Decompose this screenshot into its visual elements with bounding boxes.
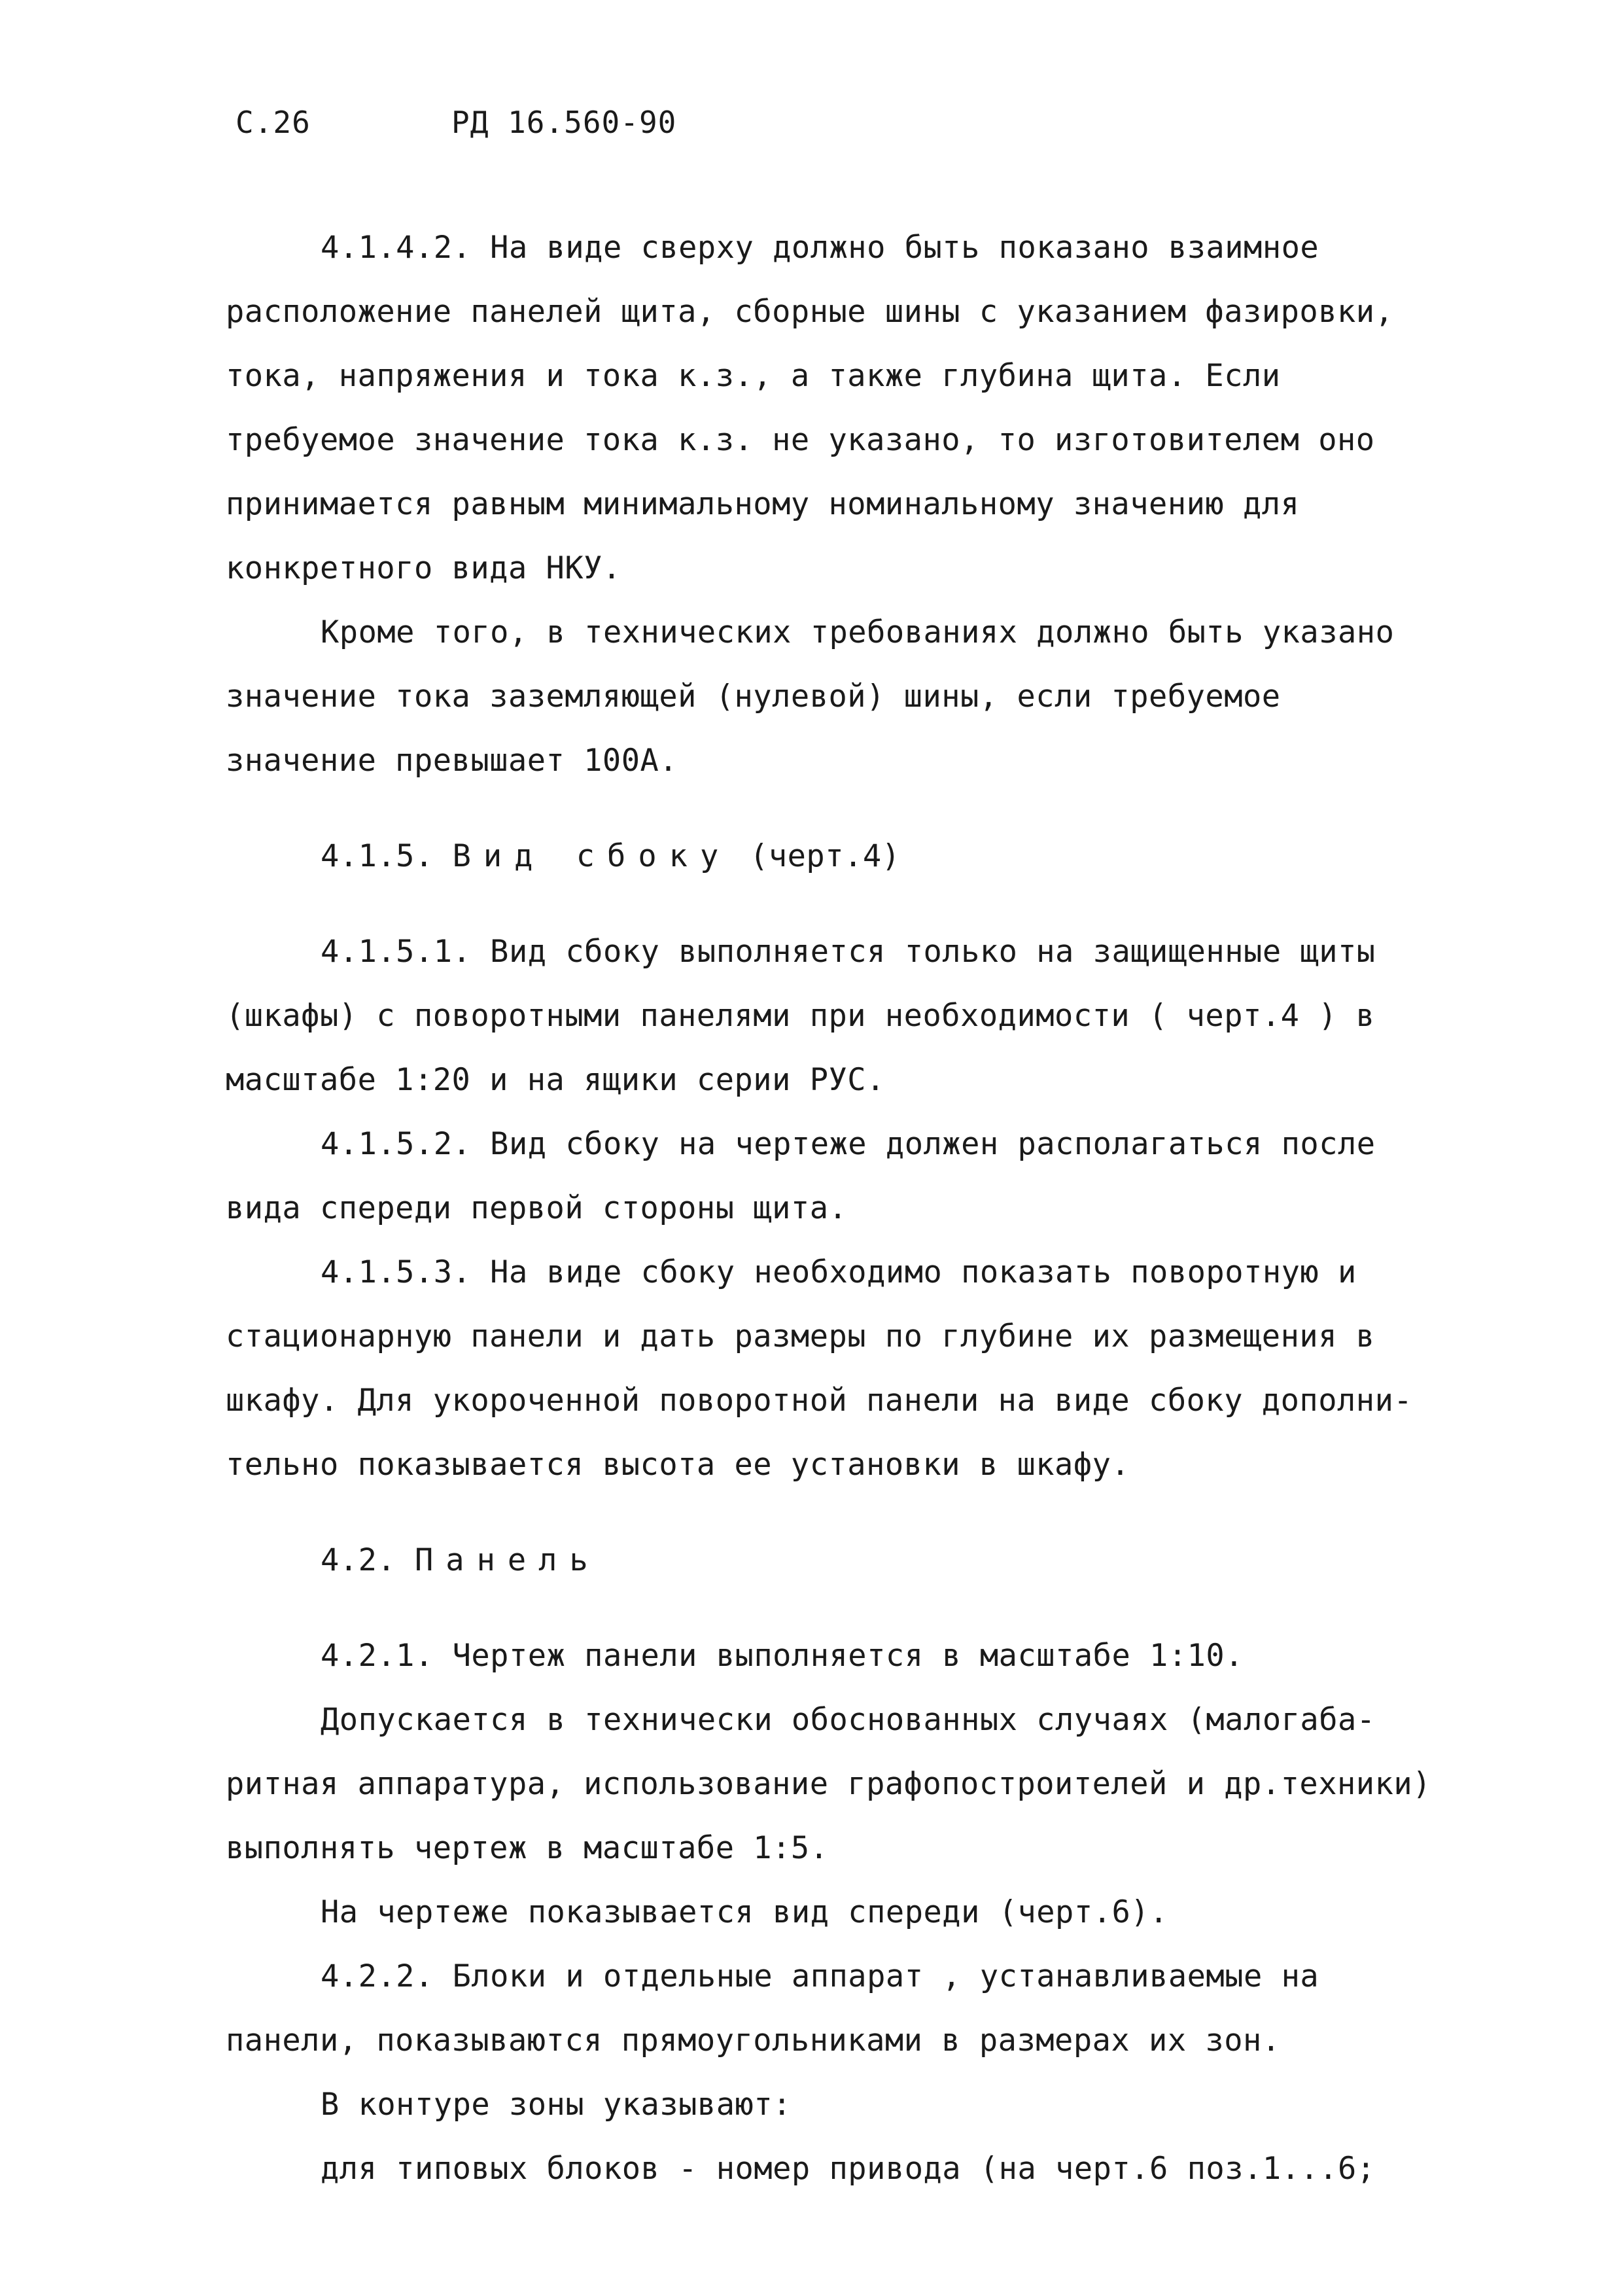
- paragraph-line: расположение панелей щита, сборные шины с указанием фазировки,: [226, 294, 1394, 330]
- section-reference: (черт.4): [750, 838, 901, 874]
- section-number: 4.1.5.: [321, 838, 434, 874]
- spacer: [226, 793, 1495, 824]
- paragraph-line: тельно показывается высота ее установки в шкафу.: [226, 1447, 1130, 1483]
- paragraph-line: для типовых блоков - номер привода (на черт.6 поз.1...6;: [321, 2151, 1376, 2187]
- document-code: РД 16.560-90: [451, 105, 677, 140]
- page-header: [236, 105, 676, 140]
- spacer: [226, 889, 1495, 920]
- section-number: 4.2.: [321, 1542, 396, 1578]
- paragraph-line: 4.2.2. Блоки и отдельные аппарат , устанавливаемые на: [321, 1958, 1319, 1994]
- paragraph-line: ритная аппаратура, использование графопостроителей и др.техники): [226, 1766, 1431, 1802]
- paragraph-line: конкретного вида НКУ.: [226, 550, 621, 586]
- paragraph-line: принимается равным минимальному номинальному значению для: [226, 486, 1300, 522]
- page-number: С.26: [236, 105, 311, 140]
- section-title: Вид сбоку: [452, 838, 731, 874]
- paragraph-line: требуемое значение тока к.з. не указано, то изготовителем оно: [226, 422, 1375, 458]
- paragraph-line: 4.1.4.2. На виде сверху должно быть показано взаимное: [321, 230, 1319, 266]
- paragraph-line: выполнять чертеж в масштабе 1:5.: [226, 1830, 829, 1866]
- document-body: [226, 216, 1495, 2201]
- paragraph-line: В контуре зоны указывают:: [321, 2087, 792, 2123]
- paragraph-line: значение превышает 100А.: [226, 743, 678, 779]
- section-heading: [226, 824, 1495, 889]
- paragraph-line: Кроме того, в технических требованиях должно быть указано: [321, 614, 1395, 650]
- paragraph-line: стационарную панели и дать размеры по глубине их размещения в: [226, 1318, 1375, 1354]
- paragraph-line: 4.1.5.1. Вид сбоку выполняется только на защищенные щиты: [321, 934, 1376, 970]
- paragraph-line: панели, показываются прямоугольниками в размерах их зон.: [226, 2022, 1281, 2058]
- paragraph-line: масштабе 1:20 и на ящики серии РУС.: [226, 1062, 885, 1098]
- paragraph-line: Допускается в технически обоснованных случаях (малогаба-: [321, 1702, 1376, 1738]
- spacer: [226, 1497, 1495, 1528]
- paragraph-line: шкафу. Для укороченной поворотной панели на виде сбоку дополни-: [226, 1383, 1413, 1419]
- paragraph-line: 4.1.5.2. Вид сбоку на чертеже должен располагаться после: [321, 1126, 1376, 1162]
- paragraph-line: значение тока заземляющей (нулевой) шины, если требуемое: [226, 679, 1281, 715]
- section-heading: [226, 1528, 1495, 1593]
- paragraph-line: 4.1.5.3. На виде сбоку необходимо показать поворотную и: [321, 1254, 1357, 1290]
- paragraph-line: 4.2.1. Чертеж панели выполняется в масштабе 1:10.: [321, 1638, 1244, 1674]
- paragraph-line: На чертеже показывается вид спереди (черт.6).: [321, 1894, 1168, 1930]
- paragraph-line: тока, напряжения и тока к.з., а также глубина щита. Если: [226, 358, 1281, 394]
- section-title: Панель: [414, 1542, 601, 1578]
- spacer: [226, 1593, 1495, 1624]
- paragraph-line: (шкафы) с поворотными панелями при необходимости ( черт.4 ) в: [226, 998, 1375, 1034]
- paragraph-line: вида спереди первой стороны щита.: [226, 1190, 848, 1226]
